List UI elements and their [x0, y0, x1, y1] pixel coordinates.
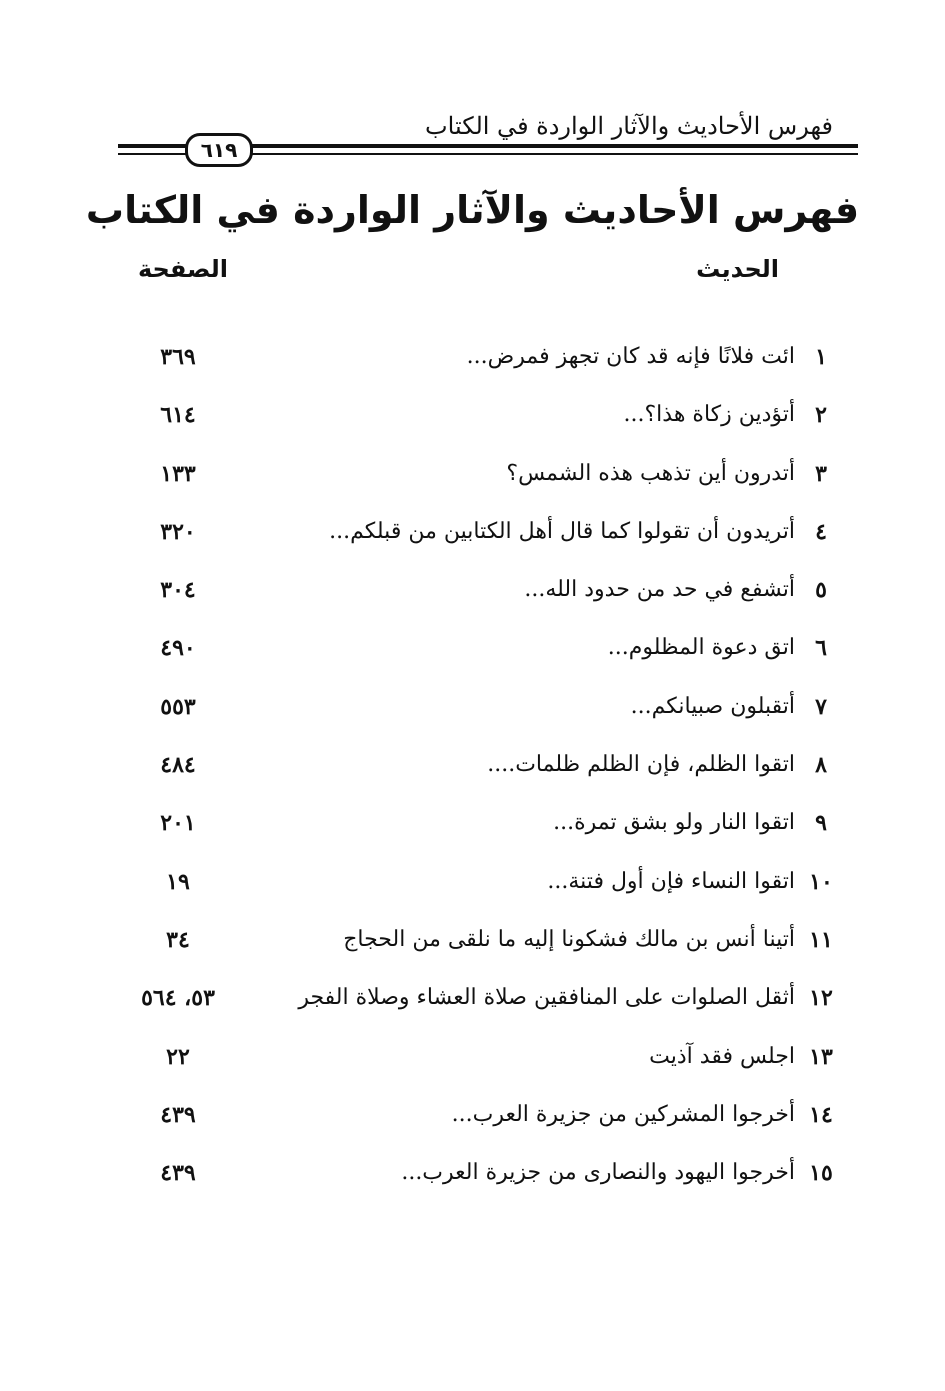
- index-entry: [0, 921, 945, 979]
- entry-page: ٤٣٩: [160, 1160, 196, 1187]
- column-header-hadith: الحديث: [696, 255, 779, 283]
- entry-page: ٥٥٣: [160, 693, 196, 720]
- index-entry: [0, 979, 945, 1037]
- entry-number: ٣: [815, 460, 827, 487]
- entry-page: ٥٣، ٥٦٤: [141, 985, 215, 1012]
- index-entry: [0, 455, 945, 513]
- index-entry: [0, 1038, 945, 1096]
- entry-number: ٨: [815, 752, 827, 779]
- entry-text: اجلس فقد آذيت: [649, 1043, 795, 1069]
- entry-text: أتينا أنس بن مالك فشكونا إليه ما نلقى من الحجاج: [343, 926, 795, 952]
- entry-text: اتقوا الظلم، فإن الظلم ظلمات....: [487, 752, 795, 778]
- entry-page: ٤٨٤: [160, 752, 196, 779]
- index-entry: [0, 571, 945, 629]
- entry-text: أتدرون أين تذهب هذه الشمس؟: [506, 460, 795, 486]
- index-entry: [0, 338, 945, 396]
- entry-page: ٣٠٤: [160, 577, 196, 604]
- entry-page: ١٣٣: [160, 460, 196, 487]
- entry-page: ٦١٤: [160, 402, 196, 429]
- entry-number: ٦: [815, 635, 827, 662]
- entry-number: ١: [815, 344, 827, 370]
- index-title: فهرس الأحاديث والآثار الواردة في الكتاب: [85, 188, 860, 232]
- entry-text: أتريدون أن تقولوا كما قال أهل الكتابين من قبلكم...: [329, 518, 795, 544]
- entry-text: أتؤدين زكاة هذا؟...: [623, 402, 795, 428]
- entry-page: ٢٠١: [160, 810, 196, 837]
- entry-text: اتقوا النساء فإن أول فتنة...: [547, 868, 795, 894]
- entry-text: ائت فلانًا فإنه قد كان تجهز فمرض...: [466, 344, 795, 369]
- index-entry: [0, 629, 945, 687]
- entry-number: ١٢: [809, 985, 833, 1012]
- entry-number: ١١: [809, 926, 833, 953]
- entry-text: أتقبلون صبيانكم...: [630, 693, 795, 719]
- entry-text: أثقل الصلوات على المنافقين صلاة العشاء وصلاة الفجر: [298, 985, 795, 1011]
- index-entry: [0, 1154, 945, 1212]
- index-entry: [0, 396, 945, 454]
- entry-text: أخرجوا اليهود والنصارى من جزيرة العرب...: [401, 1160, 795, 1186]
- entry-number: ٤: [815, 518, 827, 545]
- entry-text: أخرجوا المشركين من جزيرة العرب...: [451, 1101, 795, 1127]
- entry-page: ٢٢: [166, 1043, 190, 1070]
- entry-text: أتشفع في حد من حدود الله...: [524, 577, 795, 603]
- index-entries: [0, 338, 945, 1212]
- entry-page: ٣٤: [166, 926, 190, 953]
- entry-page: ١٩: [166, 868, 190, 895]
- index-entry: [0, 746, 945, 804]
- entry-number: ٢: [815, 402, 827, 429]
- entry-page: ٣٢٠: [160, 518, 196, 545]
- running-header-title: فهرس الأحاديث والآثار الواردة في الكتاب: [425, 112, 833, 140]
- entry-page: ٤٣٩: [160, 1101, 196, 1128]
- entry-number: ٥: [815, 577, 827, 604]
- entry-number: ١٤: [809, 1101, 833, 1128]
- entry-text: اتقوا النار ولو بشق تمرة...: [553, 810, 795, 836]
- entry-text: اتق دعوة المظلوم...: [607, 635, 795, 661]
- entry-page: ٣٦٩: [160, 344, 196, 370]
- index-entry: [0, 513, 945, 571]
- entry-number: ٧: [815, 693, 827, 720]
- index-entry: [0, 804, 945, 862]
- entry-number: ١٥: [809, 1160, 833, 1187]
- entry-number: ٩: [815, 810, 827, 837]
- entry-number: ١٣: [809, 1043, 833, 1070]
- page-number-badge: ٦١٩: [185, 133, 253, 167]
- index-entry: [0, 688, 945, 746]
- column-header-page: الصفحة: [138, 255, 229, 283]
- index-entry: [0, 1096, 945, 1154]
- entry-number: ١٠: [809, 868, 833, 895]
- entry-page: ٤٩٠: [160, 635, 196, 662]
- index-entry: [0, 863, 945, 921]
